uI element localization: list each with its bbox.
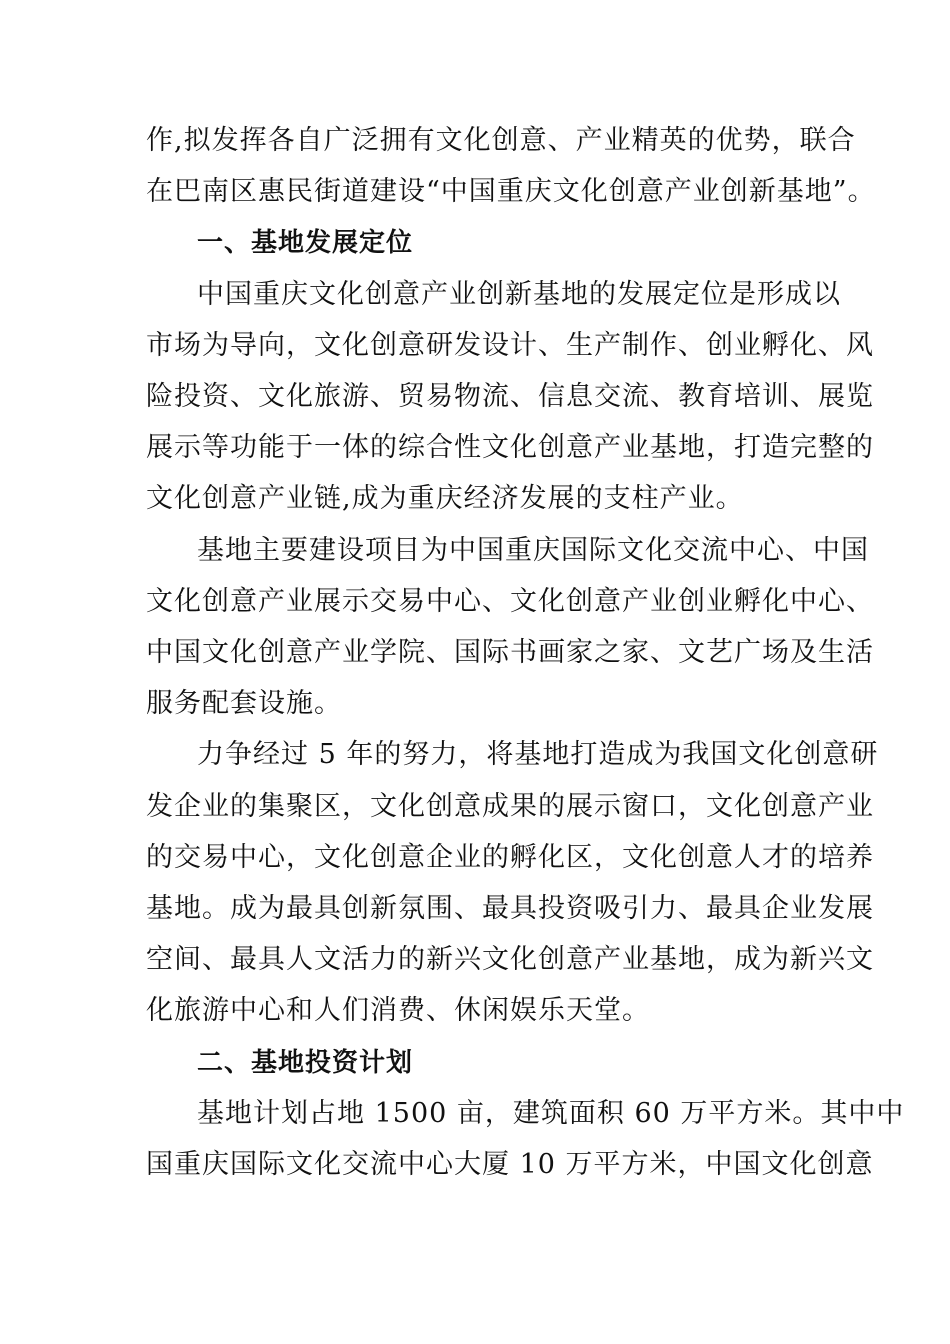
text-line: 发企业的集聚区，文化创意成果的展示窗口，文化创意产业	[146, 791, 874, 822]
text-line: 基地。成为最具创新氛围、最具投资吸引力、最具企业发展	[146, 893, 874, 924]
text-line: 服务配套设施。	[146, 688, 342, 719]
paragraph-first-line: 基地计划占地 1500 亩，建筑面积 60 万平方米。其中中	[197, 1098, 905, 1129]
paragraph-first-line: 基地主要建设项目为中国重庆国际文化交流中心、中国	[197, 535, 869, 566]
text-line: 展示等功能于一体的综合性文化创意产业基地，打造完整的	[146, 432, 874, 463]
text-line: 中国文化创意产业学院、国际书画家之家、文艺广场及生活	[146, 637, 874, 668]
text-line: 化旅游中心和人们消费、休闲娱乐天堂。	[146, 995, 650, 1026]
section-heading: 一、基地发展定位	[197, 228, 414, 258]
text-line: 在巴南区惠民街道建设“中国重庆文化创意产业创新基地”。	[146, 176, 876, 207]
paragraph-first-line: 力争经过 5 年的努力，将基地打造成为我国文化创意研	[197, 739, 879, 770]
text-line: 险投资、文化旅游、贸易物流、信息交流、教育培训、展览	[146, 381, 874, 412]
text-line: 国重庆国际文化交流中心大厦 10 万平方米，中国文化创意	[146, 1149, 874, 1180]
text-line: 空间、最具人文活力的新兴文化创意产业基地，成为新兴文	[146, 944, 874, 975]
text-line: 作,拟发挥各自广泛拥有文化创意、产业精英的优势，联合	[146, 125, 856, 156]
text-line: 文化创意产业链,成为重庆经济发展的支柱产业。	[146, 483, 744, 514]
text-line: 文化创意产业展示交易中心、文化创意产业创业孵化中心、	[146, 586, 874, 617]
paragraph-first-line: 中国重庆文化创意产业创新基地的发展定位是形成以	[197, 279, 841, 310]
section-heading: 二、基地投资计划	[197, 1048, 414, 1078]
text-line: 市场为导向，文化创意研发设计、生产制作、创业孵化、风	[146, 330, 874, 361]
text-line: 的交易中心，文化创意企业的孵化区，文化创意人才的培养	[146, 842, 874, 873]
